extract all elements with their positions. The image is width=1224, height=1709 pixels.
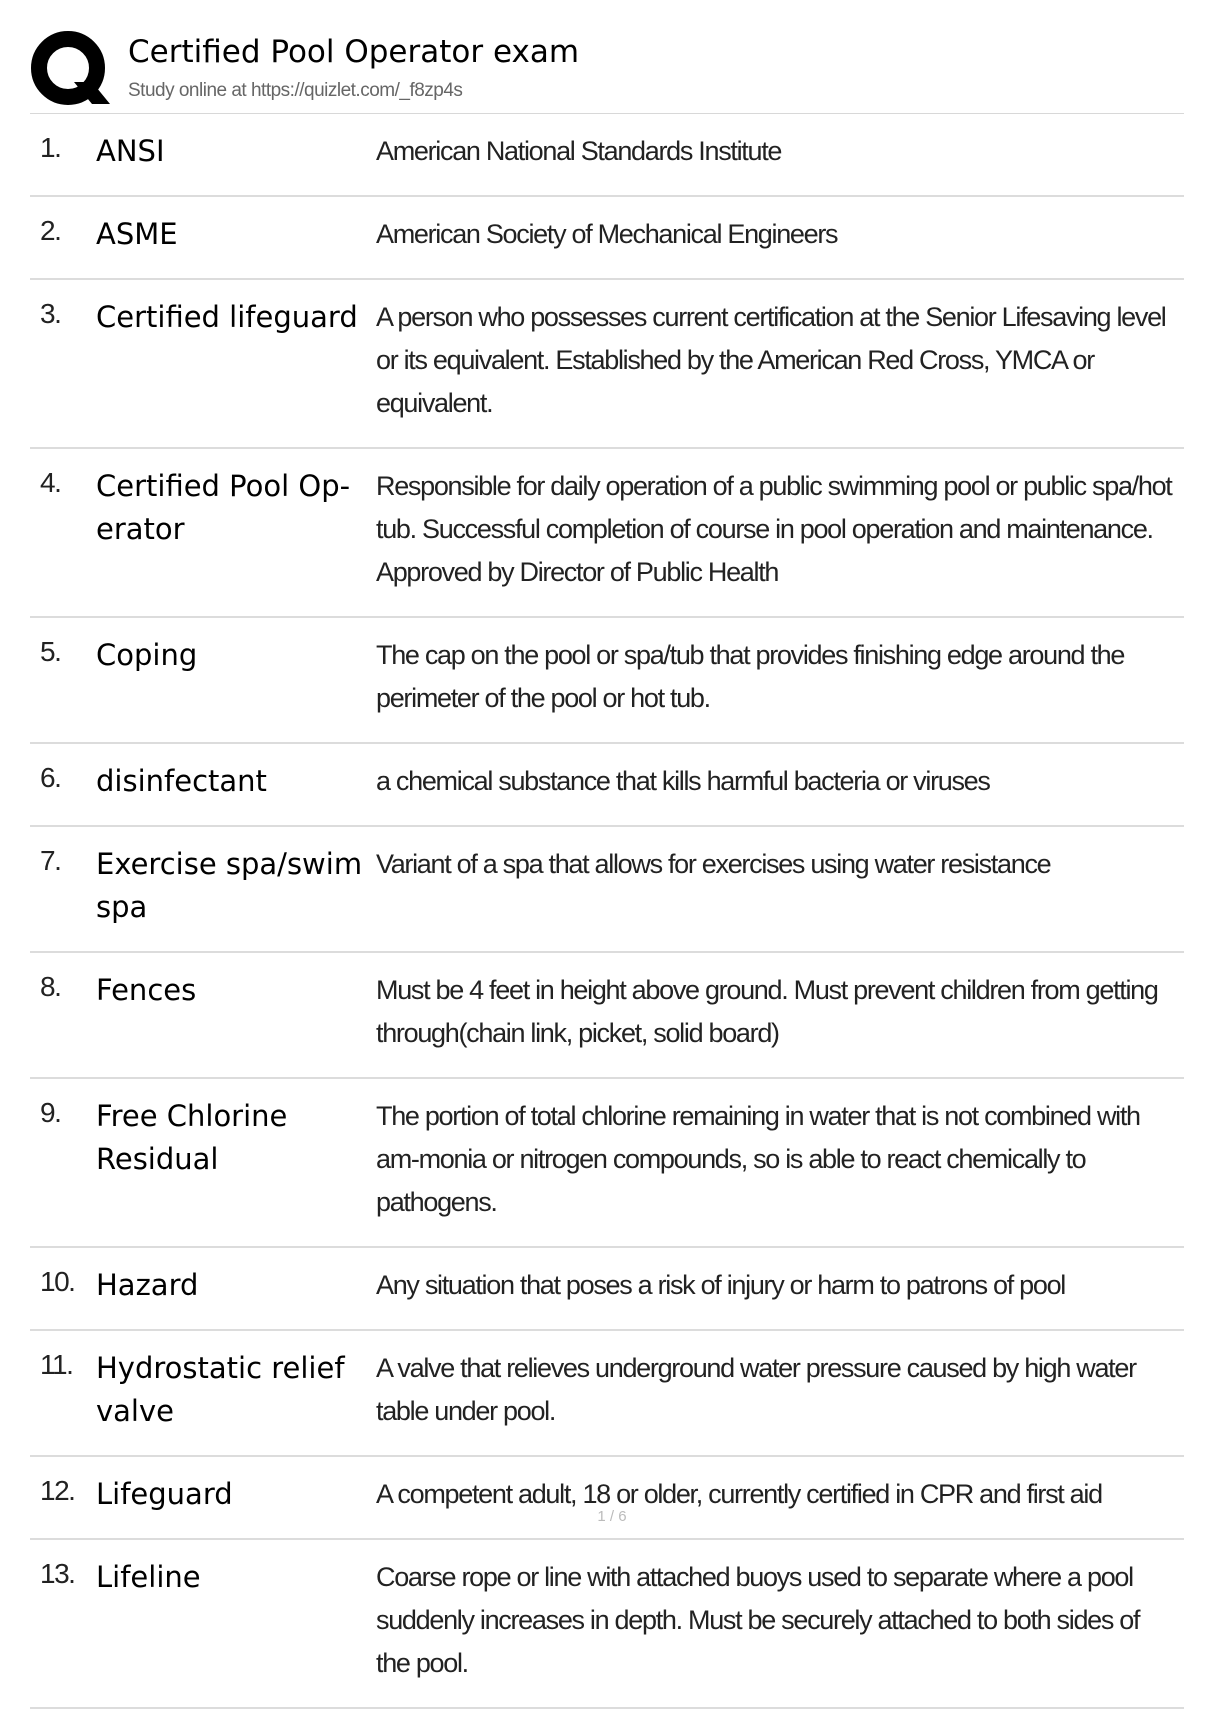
card-definition: A valve that relieves underground water pressure caused by high water table under pool.: [376, 1353, 1136, 1426]
study-online-link[interactable]: Study online at https://quizlet.com/_f8zp4s: [128, 80, 463, 101]
card-row: [30, 618, 1184, 744]
card-row: [30, 1079, 1184, 1248]
card-number: 13.: [40, 1558, 75, 1589]
card-definition: Responsible for daily operation of a public swimming pool or public spa/hot tub. Successful completion of course in pool operation and maintenance. Approved by Director of Public Health: [376, 471, 1172, 587]
card-term: Hydrostatic relief valve: [96, 1351, 345, 1428]
card-definition: American Society of Mechanical Engineers: [376, 219, 838, 249]
card-row: [30, 827, 1184, 953]
card-definition: A competent adult, 18 or older, currently certified in CPR and first aid: [376, 1479, 1102, 1509]
card-row: [30, 1331, 1184, 1457]
flashcard-list: [30, 114, 1184, 1709]
card-definition: Coarse rope or line with attached buoys used to separate where a pool suddenly increases in depth. Must be securely attached to both sides of the pool.: [376, 1562, 1140, 1678]
card-number: 12.: [40, 1475, 75, 1506]
card-number: 10.: [40, 1266, 75, 1297]
document-title: Certified Pool Operator exam: [128, 34, 580, 70]
card-row: [30, 1540, 1184, 1709]
card-term: disinfectant: [96, 764, 267, 798]
card-definition: The cap on the pool or spa/tub that provides finishing edge around the perimeter of the pool or hot tub.: [376, 640, 1125, 713]
card-term: Lifeguard: [96, 1477, 233, 1511]
card-row: [30, 1248, 1184, 1331]
card-term: Lifeline: [96, 1560, 201, 1594]
card-number: 11.: [40, 1349, 73, 1380]
card-row: [30, 744, 1184, 827]
card-number: 6.: [40, 762, 61, 793]
card-term: Fences: [96, 973, 197, 1007]
card-term: Free Chlorine Residual: [96, 1099, 288, 1176]
page-header: [30, 28, 1184, 114]
card-term: Coping: [96, 638, 198, 672]
card-definition: A person who possesses current certification at the Senior Lifesaving level or its equivalent. Established by the American Red Cross, YMCA or equivalent.: [376, 302, 1166, 418]
card-term: Certified lifeguard: [96, 300, 358, 334]
card-number: 2.: [40, 215, 61, 246]
card-row: [30, 953, 1184, 1079]
card-definition: American National Standards Institute: [376, 136, 782, 166]
card-row: [30, 114, 1184, 197]
card-definition: Must be 4 feet in height above ground. Must prevent children from getting through(chain link, picket, solid board): [376, 975, 1158, 1048]
card-term: Certified Pool Op-erator: [96, 469, 351, 546]
card-number: 8.: [40, 971, 61, 1002]
card-row: [30, 1457, 1184, 1540]
card-number: 9.: [40, 1097, 61, 1128]
card-row: [30, 449, 1184, 618]
card-number: 7.: [40, 845, 61, 876]
card-definition: a chemical substance that kills harmful bacteria or viruses: [376, 766, 990, 796]
card-definition: Variant of a spa that allows for exercises using water resistance: [376, 849, 1051, 879]
card-term: ANSI: [96, 134, 165, 168]
card-row: [30, 280, 1184, 449]
page-number: 1 / 6: [597, 1508, 627, 1525]
card-term: Exercise spa/swim spa: [96, 847, 363, 924]
card-number: 1.: [40, 132, 61, 163]
card-definition: Any situation that poses a risk of injury or harm to patrons of pool: [376, 1270, 1065, 1300]
quizlet-logo-icon: [30, 30, 110, 110]
card-number: 5.: [40, 636, 61, 667]
card-term: ASME: [96, 217, 178, 251]
card-definition: The portion of total chlorine remaining in water that is not combined with am-monia or nitrogen compounds, so is able to react chemically to pathogens.: [376, 1101, 1140, 1217]
card-number: 4.: [40, 467, 61, 498]
card-term: Hazard: [96, 1268, 199, 1302]
card-number: 3.: [40, 298, 61, 329]
card-row: [30, 197, 1184, 280]
